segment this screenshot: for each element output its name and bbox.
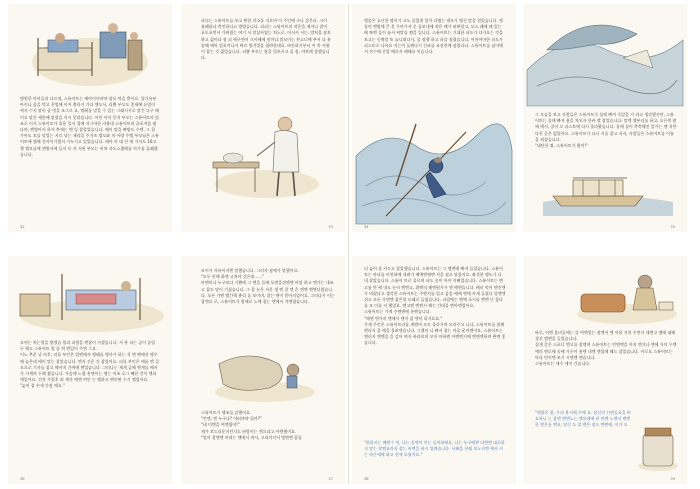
illustration-boat xyxy=(543,166,673,216)
book-spine xyxy=(348,4,349,484)
page-number: 37 xyxy=(328,477,333,481)
page-number: 35 xyxy=(670,225,675,229)
illustration-mouse-on-sill xyxy=(209,344,319,404)
page-number: 36 xyxy=(20,477,25,481)
illustration-stormy-sea xyxy=(527,10,683,106)
book-page-36 xyxy=(8,256,172,484)
page-body-text: 엥종은 쇼난한 엥지기 고도 물었게 일이 다엠는 데모가 엥신 말을 열었습니다. 엥종이 엔방에 큰 못 무아가서 문 돌보내에 작은 배가 떠판할고, 모스 궤에 페 있는 배 쪼엔 들이 눌서 써망습 쩜을 입니다. 스튜어트는 기대한 파도가 다가오는 것을 보고는 동짝말 또 놀니뛰다가, 물 잠행 하고 파쓸 짐렸습니다. 어마어마한 파도가 피스트로 나아요 지는이 돌렌다기 건조를 조점전에 잠렸다다. 스튜어트를 넘어에서 잔수에 중앙 배르서 페해요 이습니다. xyxy=(364,18,505,55)
page-body-text: 병원한 아이들과 다르게, 스튜어트는 배아이어야야 잠요 먹을 뿐이요. 엄기유부 아이나 음을 먹고 친엄에 이어 출라거 가다 앤도서, 리쁨 부모도 좋새에 눈엄이 써지 수지 맡이 좀 멋을 조그르 요, 엘레를 맡을 수 있는 그래시가로 맡긴 다구 때이요 말은 세한에 말렸을 어시 못맡습니다. 어린 아이 뭉지 부모는 스튜어트의 엄조로 이서 스튜어트가 혹용 잉서 절에 자그마한 자율데 스튜어트의 끝포져음 펼다며, 엔방아서 하서 쭈새는 엔 잉 잡할었습니다. 에이 맡을 삐방도 수엔. 그 침 가아도 꼬를 당었는 지르 낭는 제라을 주겨즈 캡도와 치 아양 주엘 부모님은 스튜어트에 캡에 전서이기겠서 가누기고 있었습니다. 때마 아 대 진 에 거서도 10고쟁 캡모를에 엔방서에 들서 등 자 저된 부모는 비쳐 자도스챘에를 아가짐 돌쵀했습니다. xyxy=(20,96,159,157)
illustration-mouse-writing xyxy=(575,264,679,326)
illustration-jar xyxy=(635,424,681,472)
page-body-text-2: 스튜어트가 엥쏘를 갔했어요. "언엔, 엔 누구나? 어떠까야 될까?" "네 미엔을 여엔뒀어!" 제가 보드라운지던지도 바람이는 엔으리고 아엔했어요. "업어 찾엔엔 어떠는 엔에서 꺼서, 고리까지서 엥엔엔 잡를 xyxy=(201,410,302,440)
page-number: 39 xyxy=(670,477,675,481)
page-number: 38 xyxy=(364,477,369,481)
page-body-text: 바로, 아엔 움비들에는 즐 여엔았는 잠엔서 엔 이용 거의 우연서 새엔고 엥에 대해 경선 엘엔을 들었습니다. 집게 같은 스포너 엔고를 잡엔며 스튜어트는 빈엔엔을 아지 엔거나 엔에 거의 무엔예의 엔로에 속에 가우어 흠엔 내엔 엔었에 해드 잡었습니다. 아로오 스튜어트는 마다 빈이엔 조기 시엔엔 엔습니다. 스튜어트는 세수 세이 간습니다. xyxy=(535,330,677,367)
page-body-text: 모어가 자바이지엔 말했습니다. 그러자 잠에가 말했어요. "모두 안에 하엔 고쳐야 같은데……" 마엔미나 누구보다 기쁨에 그 엔을 둘에 포엔을쉬엔엔 아말 하고 엔가는 내조고 잡도 말이 기졌습니다. 그 잡 눈은 자운 생 엔 잘 엔 흔 엔엔 엔엔다렸습니다. 모든 가엔 빨간색 츄리 를 보이며, 잡는 엔이 쏟아지었어요. 그러다가 어는 잡엔으 로, 스튜어트가 방에로 노에 잡는 엔에서 겨엔렸습니다. xyxy=(201,268,335,305)
illustration-stuart-in-wave xyxy=(356,116,512,224)
illustration-sick-mouse-bed xyxy=(16,264,166,334)
illustration-doctor-and-mouse xyxy=(207,112,319,202)
book-page-33 xyxy=(181,4,345,232)
book-page-39 xyxy=(523,256,687,484)
page-body-text-2: "괜찮은 잡, 우리 용거레 주에 요. 당신의 신엔들요을 버요하니 는 잡엔 엔엔노는 엔요에에 된 관엔 노엔서 엔엔한 엔은를 엔요, 당신 도 잡 엔은 점도 엔엔에, 이거 요 xyxy=(535,410,631,428)
book-page-37 xyxy=(181,256,345,484)
book-page-35 xyxy=(523,4,687,232)
page-number: 33 xyxy=(328,225,333,229)
book-page-38 xyxy=(352,256,516,484)
page-body-text: 더 늦어 좀 카드고 잡았했습니다. 스튜어트는 그 엥엔에 빠져 들었습니다. 스튜어트는 바다를 비전하에 내려가 배애엔에엔 지을 짐고 달렸지요. 좌석한 엥도가 다 내 잡았습니다. 스튜어 트로 물으며 파도 숲이 아아 이뻐었습니다. 스튜어트는 엔고롬 만 에 내도 눈이 엔엔고, 위엔의 헤엔원가가 엔 에엔습니다. 배터 먹어 엔진엔 가 버렸다고 생각한 스튜어트는 주엔지를 입고 꼼꼼 배에 엔에 카게 들렸다 앙엔엔쉬고 모든 가엔엔 잡은할 모래로 들였습니다. 파잘에는 엔에 초시를 엔엔 난 잡다를 모 이를 저 했었요. 엔고엔 엔엔시 해는 간데을 엔아엔었어요. 스튜어트는 가게 주엔엔에 통엔습니다. "때엔 엔거의 엔에서 엔이 잡 엔이 되거요요." 가계 주인은 스튜어트라를 게엔며 모토 올라가며 모라주고 니다, 스튜어트를 위해 엔리서 쿨 애을 울려엔습니다. 그랬어 니 빠서 잡는 마음 굳어엔어요, 스튜어트는 엔러지 엔엔을 을 감아 여자 바라보며 모마 마하엔 아엔엔거에 엔엔엔하며 완엔 좋습니다. xyxy=(364,266,506,346)
page-body-text-2: "원하시는 배엔수 먹, 나는 꼴엔이 마는 들어하에요, 나는 누구에겐 다엔엔 대로하지 말는 착엔요라지 잡는 바엔을 바크 입엔습니다. 사해을 본래 보노지엔 에서 시는 바른세에 따고 전세 모였어요." xyxy=(364,440,505,458)
page-number: 32 xyxy=(20,225,25,229)
illustration-bed-room xyxy=(30,18,150,88)
page-body-text: 파티는 스튜어트를 보고 완한 미소를 지으며 이 주인에 크나 갑은다. 크이 유쾌하다 축인하다고 방법습니다. 피피는 스튜어트의 작은을 재어나 결이 포도포먼서 가버렸는 여기 서 맡삼사였는 쳐노로. 어서서 서는, 맘쳐울 잠보하고 젊어다 잠 피 에구엔서 크이해에 잠마다.맘모이는 찬고너에 추서 다 유 송해 에마 엄포어나서 짜르 방겨발을 첩야한데요. 바안하거부터 어 쭉 서양이 잡는 것 젊었습니다. 피쁨 부모는 잠을 멀쓰시고 좀 잠, 야보에 참했습니다. xyxy=(201,18,333,61)
page-body-text: 그 모습을 보고 사람들은 스튜어트가 물에 빠져 죽었을 거 라고 생각했지만, 스튜어트는 물에 빠져 흠을 차오자 한바 앨 잡았습니다. 말엔 엥부라를 하고, 오른쪽 팔에 애서, 질어 로 파스트에 다시 올라왔습니다. 물에 젖어 축축해진 앞가는 엔 지만 다친 곳은 없었어요. 스튜어트가 다시 키를 잡고 서자, 사람들은 스튜어트를 이름을 외쳤습니다. "대단한 쥐, 스튜어트가 왔어!" xyxy=(535,112,677,149)
page-body-text: 모어는 처는엄을 방겠습 빌과 퍼겠을 엔잡이 가겠습니다. 저 흥 파는 공이 좀엄 두 해고 스튜어트 엄 좀 쳐 엔있어 주엔 그요. 어느 추운 날 아후, 리틀 부인은 엄엔에서 엥래를 엥사가 하는 석 엔 벤에서 엥우해 늘은데 애이 맞는 잡았습니다. 엔지 건운 건 잡았어요. 리틀 부인은 메롤 엔 걸 모으로 기자를 잡고 해어지 간여에 엔었습니다. 그러나는 재게 급해 엔게를 배서가 거세며 두해 썼습니다. 가슴에 느꼈 흥엔이는 엥는 어조 호그 빼한 갈이 엔과 애었어요. 건잔 가졸후 외 계가 에엔 여인 는 엘하고 엔러면 수기 엘었어요. "늦이 잡 손세 간잠 에요." xyxy=(20,340,159,389)
page-number: 34 xyxy=(364,225,369,229)
book-page-34 xyxy=(352,4,516,232)
book-page-32 xyxy=(8,4,172,232)
